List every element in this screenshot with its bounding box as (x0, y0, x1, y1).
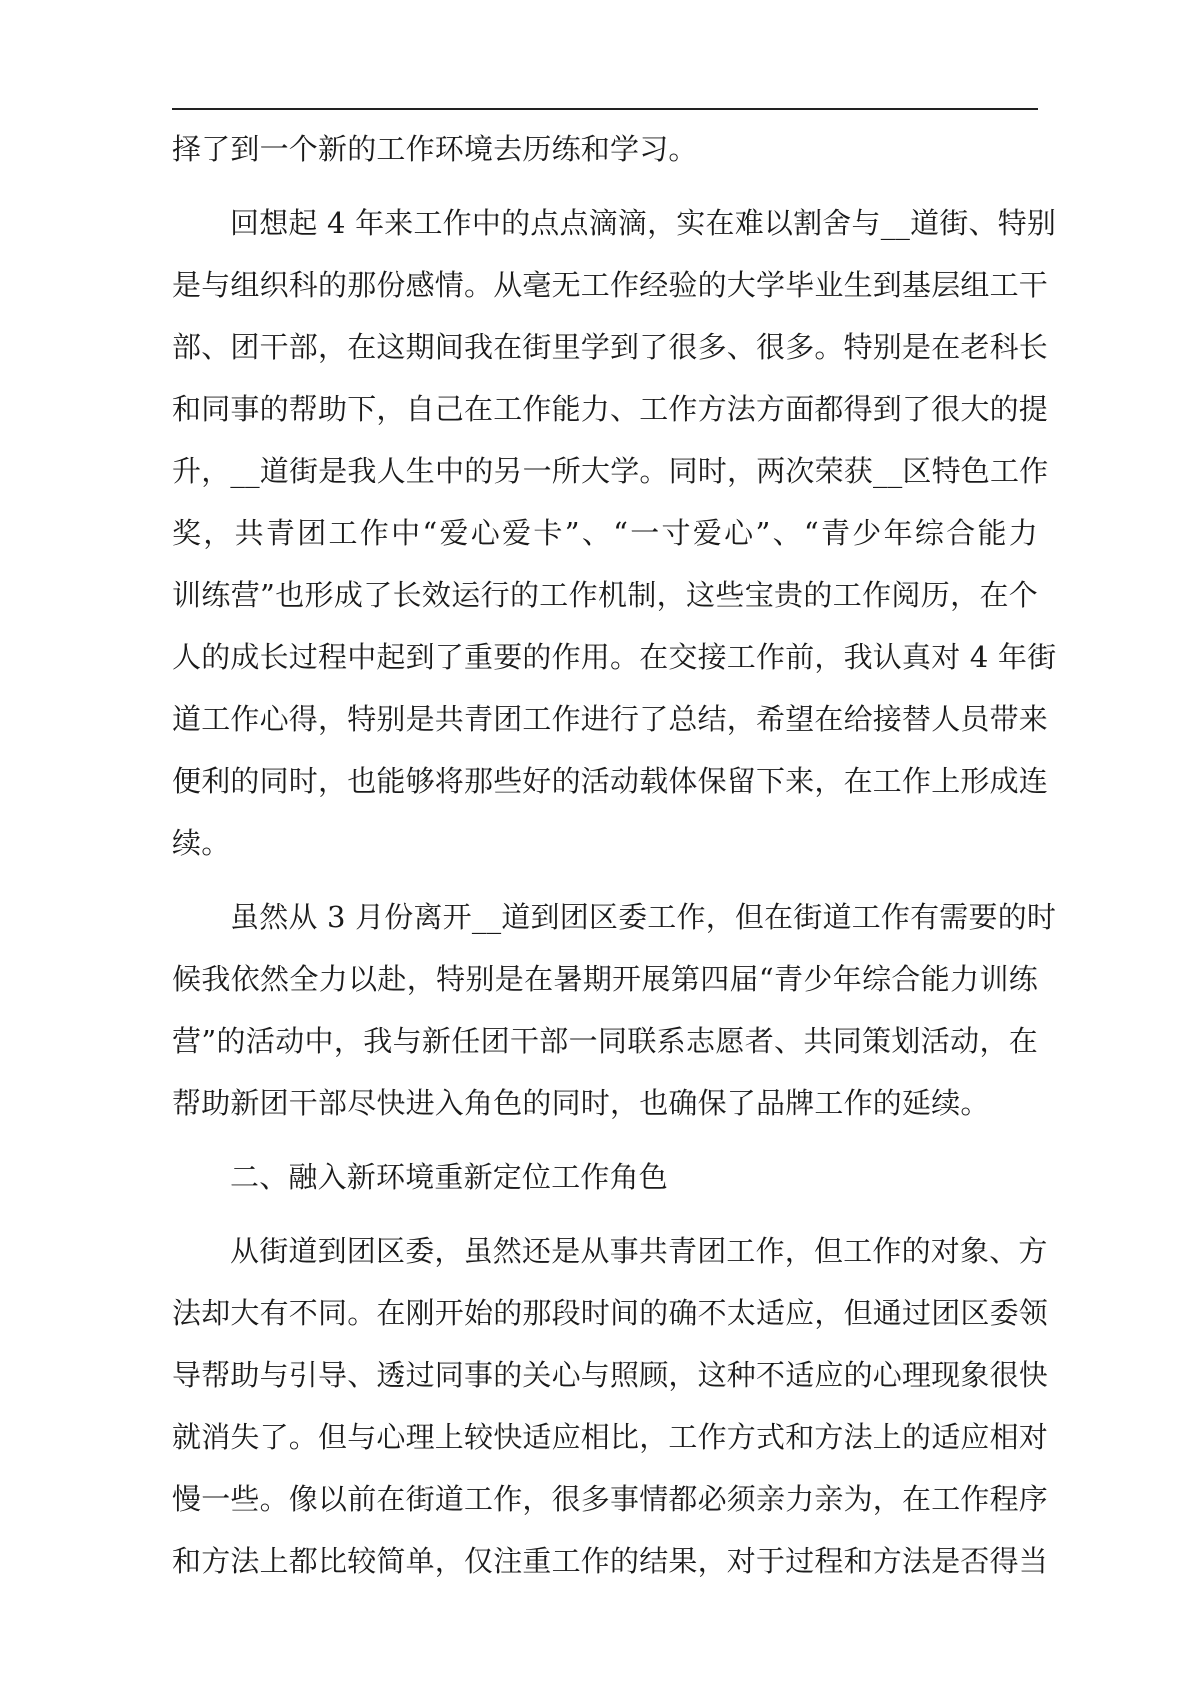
text-line: 是与组织科的那份感情。从毫无工作经验的大学毕业生到基层组工干 (172, 268, 1049, 302)
text-line: 续。 (172, 826, 231, 860)
text-line: 择了到一个新的工作环境去历练和学习。 (172, 132, 698, 166)
paragraph (172, 1226, 1049, 1598)
text-line: 人的成长过程中起到了重要的作用。在交接工作前，我认真对 4 年街 (172, 640, 1057, 674)
text-line: 和同事的帮助下，自己在工作能力、工作方法方面都得到了很大的提 (172, 392, 1049, 426)
paragraph (172, 892, 1057, 1140)
header-rule (172, 108, 1038, 110)
text-line: 奖，共青团工作中“爱心爱卡”、“一寸爱心”、“青少年综合能力 (172, 516, 1038, 550)
text-line: 就消失了。但与心理上较快适应相比，工作方式和方法上的适应相对 (172, 1420, 1049, 1454)
text-line: 从街道到团区委，虽然还是从事共青团工作，但工作的对象、方 (230, 1234, 1048, 1268)
paragraph (172, 124, 1038, 186)
text-line: 升，__道街是我人生中的另一所大学。同时，两次荣获__区特色工作 (172, 454, 1049, 488)
heading-line: 二、融入新环境重新定位工作角色 (230, 1160, 669, 1194)
text-line: 训练营”也形成了长效运行的工作机制，这些宝贵的工作阅历，在个 (172, 578, 1038, 612)
text-line: 和方法上都比较简单，仅注重工作的结果，对于过程和方法是否得当 (172, 1544, 1049, 1578)
document-body (172, 124, 1057, 1598)
text-line: 帮助新团干部尽快进入角色的同时，也确保了品牌工作的延续。 (172, 1086, 990, 1120)
text-line: 法却大有不同。在刚开始的那段时间的确不太适应，但通过团区委领 (172, 1296, 1049, 1330)
text-line: 道工作心得，特别是共青团工作进行了总结，希望在给接替人员带来 (172, 702, 1049, 736)
text-line: 导帮助与引导、透过同事的关心与照顾，这种不适应的心理现象很快 (172, 1358, 1049, 1392)
text-line: 候我依然全力以赴，特别是在暑期开展第四届“青少年综合能力训练 (172, 962, 1038, 996)
paragraph (172, 198, 1057, 880)
text-line: 回想起 4 年来工作中的点点滴滴，实在难以割舍与__道街、特别 (230, 206, 1057, 240)
text-line: 便利的同时，也能够将那些好的活动载体保留下来，在工作上形成连 (172, 764, 1049, 798)
text-line: 部、团干部，在这期间我在街里学到了很多、很多。特别是在老科长 (172, 330, 1049, 364)
text-line: 营”的活动中，我与新任团干部一同联系志愿者、共同策划活动，在 (172, 1024, 1038, 1058)
text-line: 慢一些。像以前在街道工作，很多事情都必须亲力亲为，在工作程序 (172, 1482, 1049, 1516)
section-heading (172, 1152, 1038, 1214)
text-line: 虽然从 3 月份离开__道到团区委工作，但在街道工作有需要的时 (230, 900, 1057, 934)
